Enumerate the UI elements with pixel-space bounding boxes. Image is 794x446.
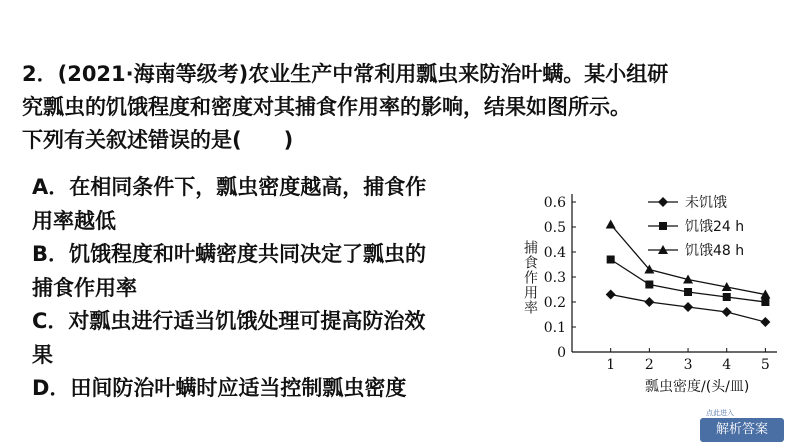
x-tick-label: 2: [644, 357, 654, 373]
x-axis-label: 瓢虫密度/(头/皿): [645, 379, 750, 395]
data-point-square: [723, 293, 731, 301]
y-tick-label: 0.3: [543, 270, 566, 286]
y-tick-label: 0.6: [543, 195, 566, 211]
data-point-square: [607, 256, 615, 264]
option-c-line-1: C．对瓢虫进行适当饥饿处理可提高防治效: [32, 309, 426, 333]
question-line-1: 2．(2021·海南等级考)农业生产中常利用瓢虫来防治叶螨。某小组研: [22, 62, 669, 86]
legend-label: 未饥饿: [685, 195, 727, 211]
y-tick-label: 0.2: [543, 295, 566, 311]
series-line: [611, 225, 766, 295]
question-line-3: 下列有关叙述错误的是( ): [22, 128, 294, 152]
data-point-diamond: [760, 317, 770, 327]
option-a-line-1: A．在相同条件下，瓢虫密度越高，捕食作: [32, 175, 427, 199]
line-chart: [500, 180, 790, 405]
option-a-line-2: 用率越低: [32, 209, 116, 233]
legend-marker-diamond: [658, 197, 668, 207]
legend-label: 饥饿24 h: [685, 219, 745, 235]
x-tick-label: 3: [683, 357, 693, 373]
data-point-diamond: [683, 302, 693, 312]
chart-legend: [648, 194, 744, 259]
option-b-line-2: 捕食作用率: [32, 276, 137, 300]
analysis-answer-button[interactable]: [700, 409, 784, 442]
x-tick-label: 4: [722, 357, 732, 373]
chart-series: [606, 220, 771, 328]
badge-small-text: 点此进入: [706, 409, 734, 417]
option-d-line-1: D．田间防治叶螨时应适当控制瓢虫密度: [32, 376, 407, 400]
legend-label: 饥饿48 h: [685, 243, 745, 259]
data-point-square: [645, 281, 653, 289]
option-c-line-2: 果: [32, 343, 53, 367]
y-axis-label: 捕食作用率: [522, 240, 538, 315]
y-tick-label: 0: [557, 345, 566, 361]
x-tick-label: 1: [606, 357, 616, 373]
data-point-square: [761, 298, 769, 306]
data-point-diamond: [722, 307, 732, 317]
data-point-triangle: [606, 220, 616, 229]
legend-marker-square: [659, 222, 667, 230]
badge-label: 解析答案: [715, 422, 768, 437]
option-b-line-1: B．饥饿程度和叶螨密度共同决定了瓢虫的: [32, 242, 427, 266]
x-tick-label: 5: [760, 357, 770, 373]
y-tick-label: 0.4: [543, 245, 566, 261]
y-tick-label: 0.1: [543, 320, 566, 336]
data-point-diamond: [606, 290, 616, 300]
data-point-diamond: [644, 297, 654, 307]
y-tick-label: 0.5: [543, 220, 566, 236]
data-point-square: [684, 288, 692, 296]
question-line-2: 究瓢虫的饥饿程度和密度对其捕食作用率的影响，结果如图所示。: [22, 95, 631, 119]
